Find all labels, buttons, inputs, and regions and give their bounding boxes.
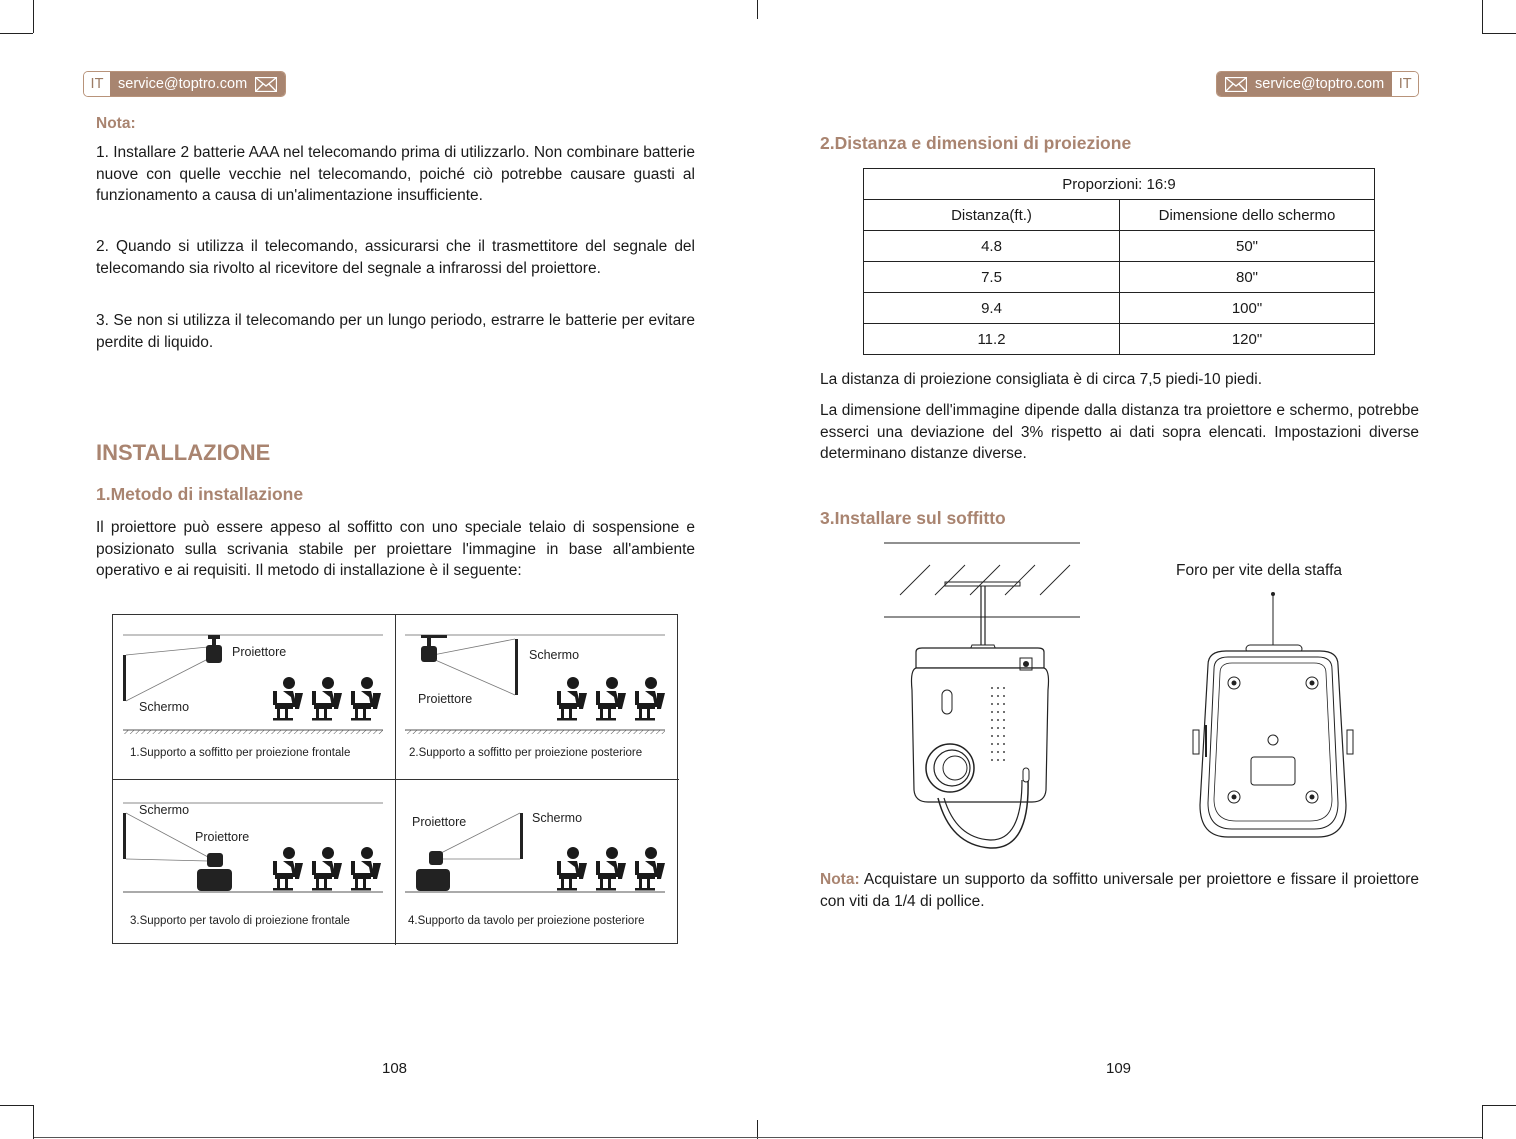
table-caption: Proporzioni: 16:9 — [864, 169, 1375, 200]
section-title: INSTALLAZIONE — [96, 440, 271, 465]
ceiling-title: 3.Installare sul soffitto — [820, 508, 1006, 528]
distance-title: 2.Distanza e dimensioni di proiezione — [820, 133, 1132, 153]
table-row — [864, 231, 1375, 262]
method-1-screen-label: Schermo — [139, 700, 190, 714]
table-cell: 4.8 — [864, 231, 1120, 262]
crop-mark — [33, 1105, 34, 1139]
crop-mark — [33, 0, 34, 33]
table-cell: 50" — [1120, 231, 1375, 262]
note-1: 1. Installare 2 batterie AAA nel telecomando prima di utilizzarlo. Non combinare batterie nuove con quelle vecchie nel telecomando, poiché ciò potrebbe causare guasti al funzionamento a causa di un'alimentazione insufficiente. — [96, 144, 695, 204]
note-title: Nota: — [96, 115, 136, 132]
crop-mark — [1482, 1105, 1516, 1106]
language-code: IT — [1392, 72, 1418, 96]
email-text: service@toptro.com — [1255, 76, 1385, 92]
page-number-right: 109 — [1106, 1060, 1132, 1077]
install-methods-grid — [112, 614, 678, 944]
table-cell: 7.5 — [864, 262, 1120, 293]
table-cell: 9.4 — [864, 293, 1120, 324]
install-body: Il proiettore può essere appeso al soffitto con uno speciale telaio di sospensione e posizionato sulla scrivania stabile per proiettare l'immagine in base all'ambiente operativo e ai requisiti. Il metodo di installazione è il seguente: — [96, 519, 695, 579]
email-text: service@toptro.com — [118, 76, 248, 92]
deviation-text: La dimensione dell'immagine dipende dalla distanza tra proiettore e schermo, potrebbe esserci una deviazione del 3% rispetto ai dati sopra elencati. Impostazioni diverse determinano distanze diverse. — [820, 402, 1419, 462]
method-4-screen-label: Schermo — [532, 811, 583, 825]
header-badge — [1216, 71, 1419, 97]
crop-mark — [1482, 0, 1483, 33]
crop-mark — [1482, 1105, 1483, 1139]
table-cell: 80" — [1120, 262, 1375, 293]
table-row — [864, 324, 1375, 355]
method-2-projector-label: Proiettore — [418, 692, 473, 706]
method-2-caption: 2.Supporto a soffitto per proiezione posteriore — [409, 747, 643, 759]
subsection-title: 1.Metodo di installazione — [96, 484, 304, 504]
method-4-caption: 4.Supporto da tavolo per proiezione posteriore — [408, 915, 645, 927]
method-3-projector-label: Proiettore — [195, 830, 250, 844]
crop-mark — [34, 1137, 1482, 1138]
service-email[interactable] — [1217, 72, 1392, 96]
crop-mark — [1482, 33, 1516, 34]
table-header: Dimensione dello schermo — [1120, 200, 1375, 231]
page-number-left: 108 — [382, 1060, 408, 1077]
language-code: IT — [84, 72, 110, 96]
distance-table — [863, 168, 1375, 355]
envelope-icon — [255, 77, 277, 92]
ceiling-note-text: Acquistare un supporto da soffitto universale per proiettore e fissare il proiettore con viti da 1/4 di pollice. — [820, 871, 1419, 910]
method-4-projector-label: Proiettore — [412, 815, 467, 829]
method-diagrams — [113, 615, 679, 945]
method-1-caption: 1.Supporto a soffitto per proiezione frontale — [130, 747, 351, 759]
ceiling-note-label: Nota: — [820, 871, 860, 888]
table-cell: 100" — [1120, 293, 1375, 324]
note-2: 2. Quando si utilizza il telecomando, assicurarsi che il trasmettitore del segnale del telecomando sia rivolto al ricevitore del segnale a infrarossi del proiettore. — [96, 238, 695, 277]
table-header: Distanza(ft.) — [864, 200, 1120, 231]
crop-mark — [0, 1105, 33, 1106]
note-3: 3. Se non si utilizza il telecomando per un lungo periodo, estrarre le batterie per evitare perdite di liquido. — [96, 312, 695, 351]
crop-mark — [0, 33, 33, 34]
method-3-screen-label: Schermo — [139, 803, 190, 817]
table-row — [864, 293, 1375, 324]
ceiling-mount-illustration — [880, 540, 1080, 850]
table-header-row — [864, 200, 1375, 231]
method-1-projector-label: Proiettore — [232, 645, 287, 659]
header-badge — [83, 71, 286, 97]
ceiling-note — [820, 869, 1419, 912]
table-cell: 120" — [1120, 324, 1375, 355]
hole-label: Foro per vite della staffa — [1176, 562, 1342, 579]
envelope-icon — [1225, 77, 1247, 92]
method-2-screen-label: Schermo — [529, 648, 580, 662]
service-email[interactable] — [110, 72, 285, 96]
crop-mark — [757, 0, 758, 19]
table-caption-row — [864, 169, 1375, 200]
bottom-view-illustration — [1188, 585, 1358, 845]
recommended-distance: La distanza di proiezione consigliata è di circa 7,5 piedi-10 piedi. — [820, 371, 1263, 388]
method-3-caption: 3.Supporto per tavolo di proiezione frontale — [130, 915, 350, 927]
table-row — [864, 262, 1375, 293]
table-cell: 11.2 — [864, 324, 1120, 355]
